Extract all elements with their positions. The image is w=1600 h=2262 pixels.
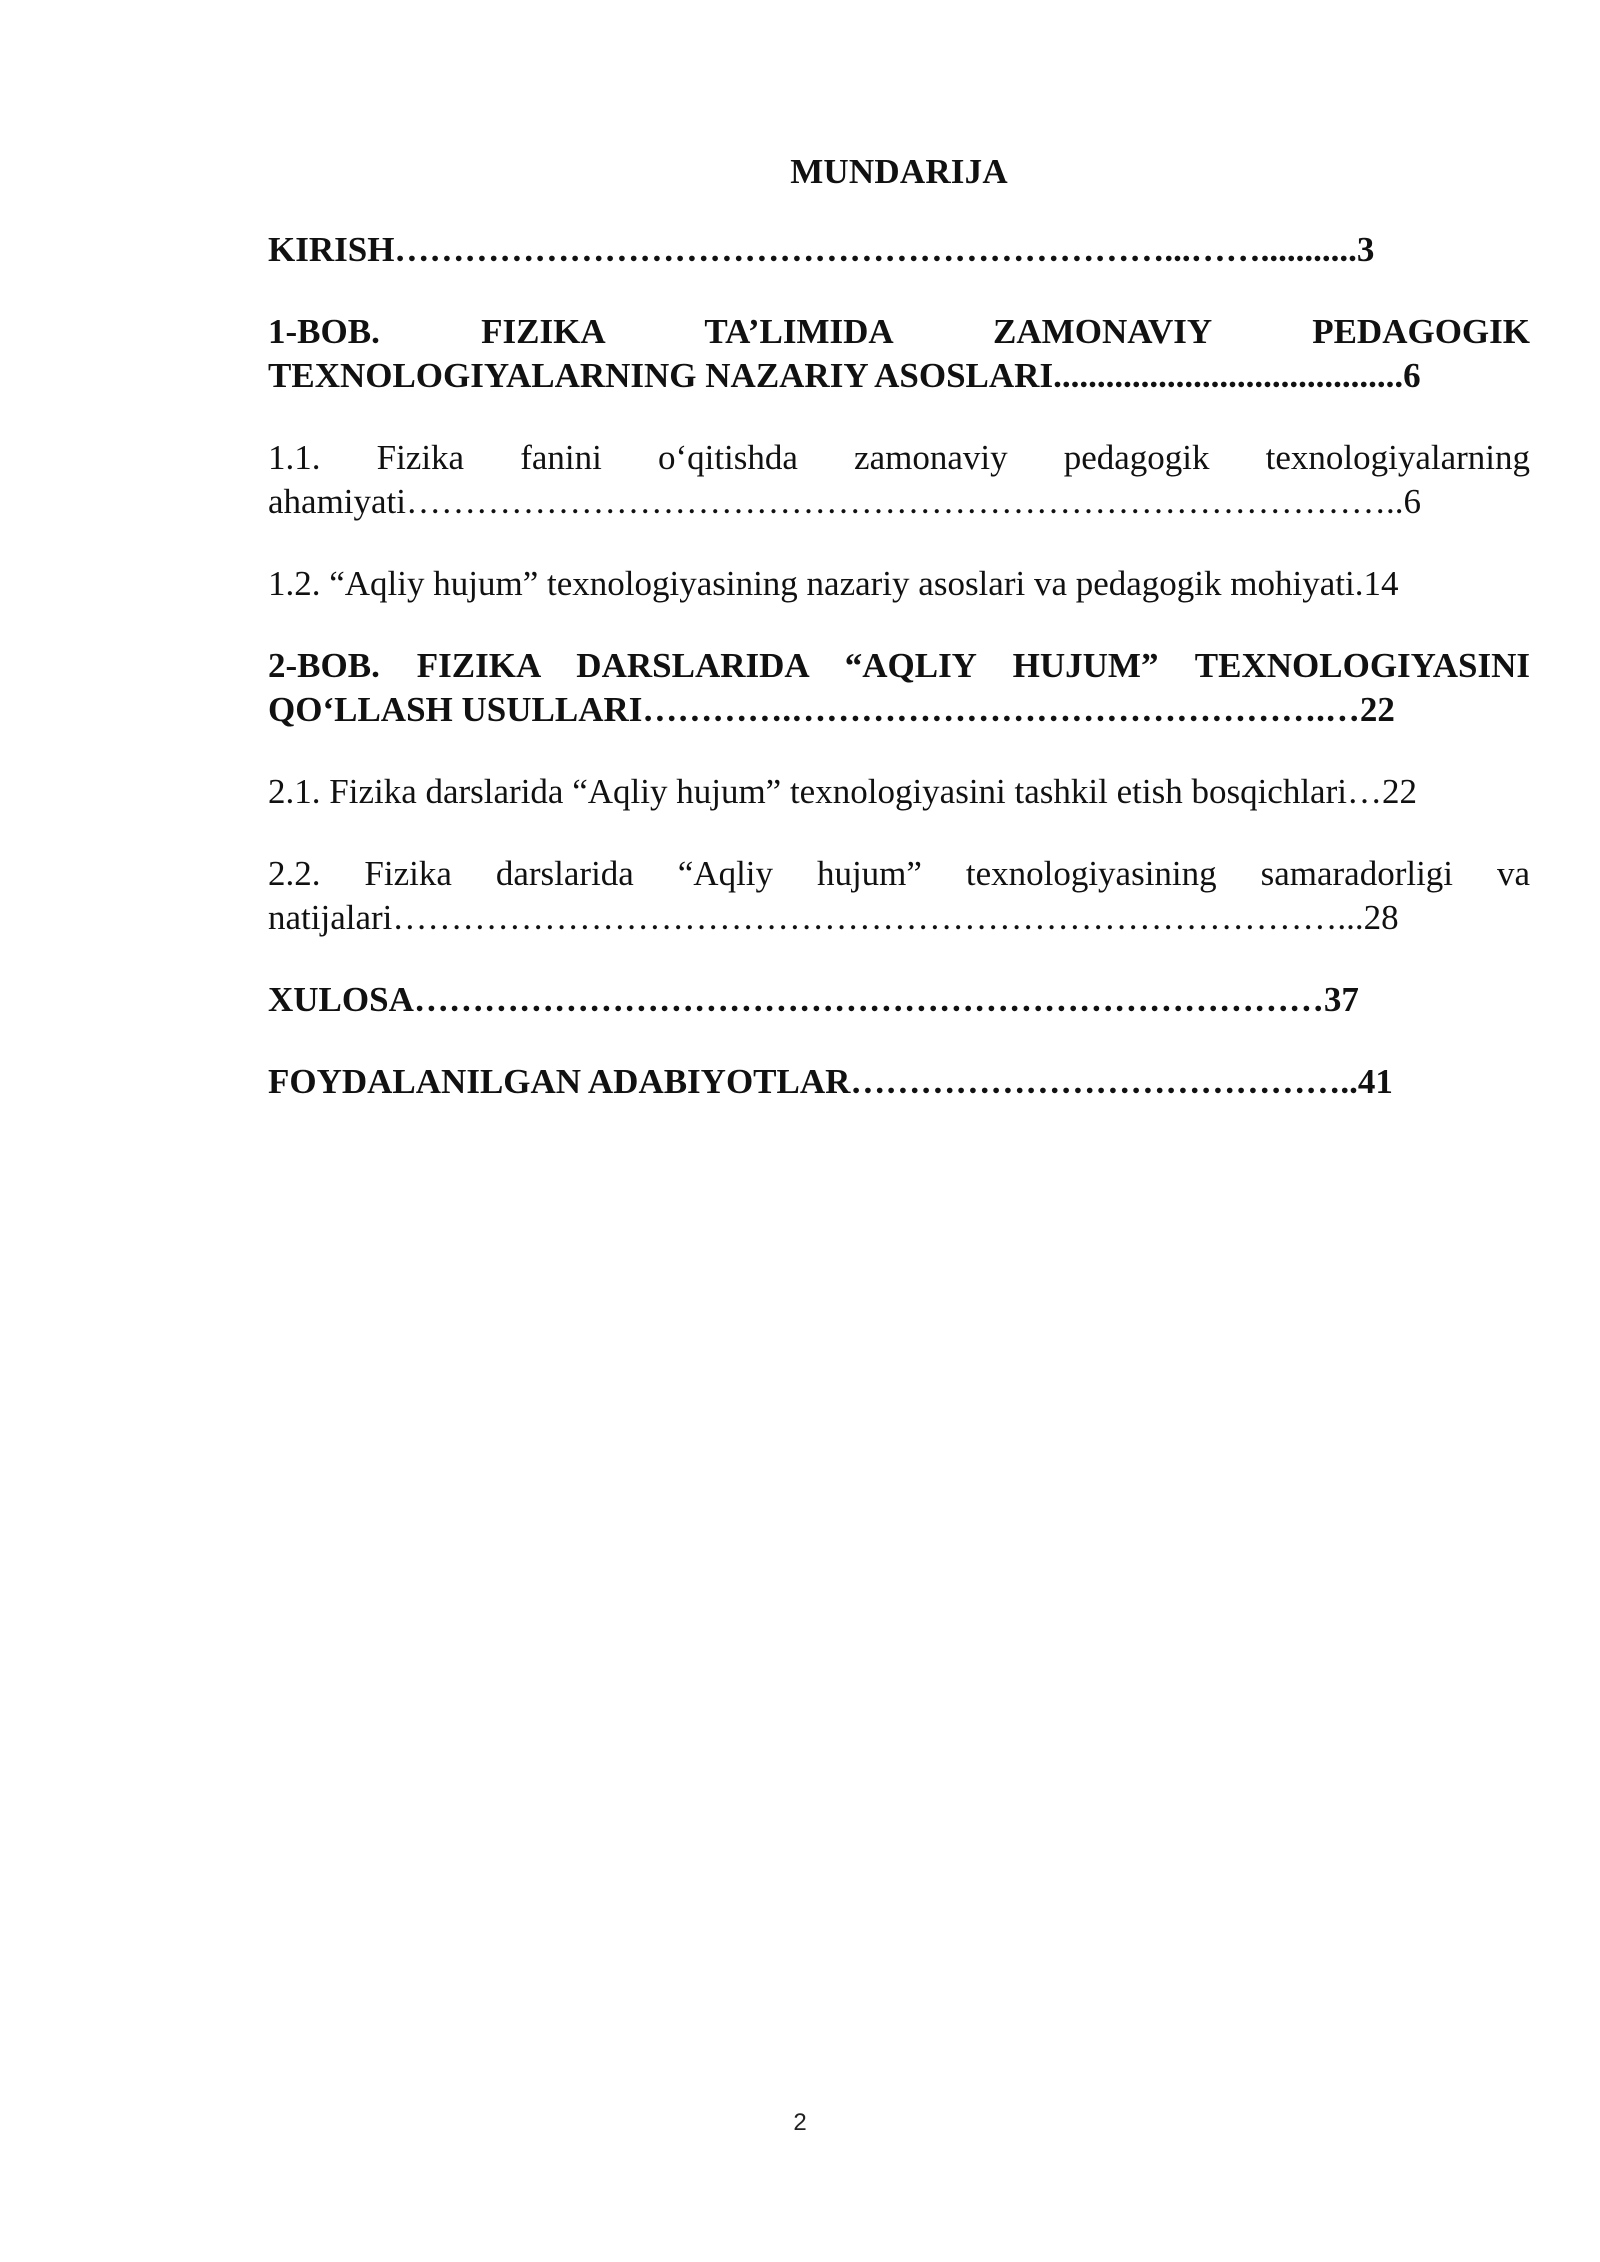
toc-entry-section-2-1: 2.1. Fizika darslarida “Aqliy hujum” texnologiyasini tashkil etish bosqichlari…22 <box>268 772 1417 811</box>
toc-entry-xulosa: XULOSA……………………………………………………………………37 <box>268 980 1359 1019</box>
toc-entry-section-1-2: 1.2. “Aqliy hujum” texnologiyasining nazariy asoslari va pedagogik mohiyati.14 <box>268 564 1399 603</box>
toc-entry-chapter-1: 1-BOB. FIZIKA TA’LIMIDA ZAMONAVIY PEDAGOGIK TEXNOLOGIYALARNING NAZARIY ASOSLARI........................................6 <box>268 312 1530 395</box>
toc-entry-chapter-2: 2-BOB. FIZIKA DARSLARIDA “AQLIY HUJUM” TEXNOLOGIYASINI QO‘LLASH USULLARI………….……………………………………….…22 <box>268 646 1530 729</box>
table-of-contents <box>268 150 1530 1142</box>
toc-title: MUNDARIJA <box>790 152 1008 191</box>
toc-entry-bibliography: FOYDALANILGAN ADABIYOTLAR……………………………………..41 <box>268 1062 1393 1101</box>
toc-entry-section-1-1: 1.1. Fizika fanini o‘qitishda zamonaviy pedagogik texnologiyalarning ahamiyati…………………………………………………………………………..6 <box>268 438 1530 521</box>
page-number: 2 <box>793 2109 807 2136</box>
toc-entry-section-2-2: 2.2. Fizika darslarida “Aqliy hujum” texnologiyasining samaradorligi va natijalari………………………………………………………………………...28 <box>268 854 1530 937</box>
toc-entry-kirish: KIRISH…………………………………………………………...……...........3 <box>268 230 1375 269</box>
